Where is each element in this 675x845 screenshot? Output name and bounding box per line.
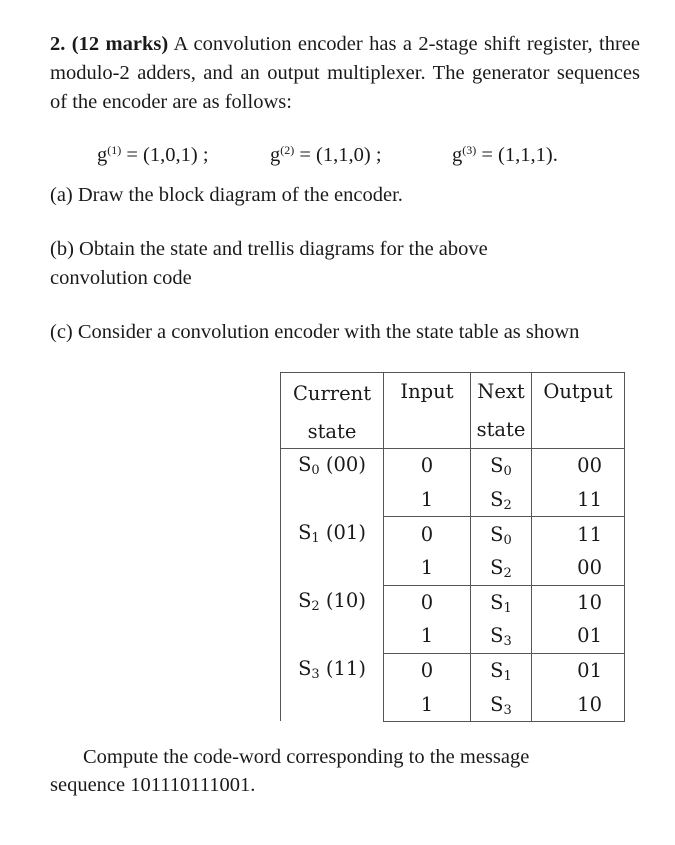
header-input-2 <box>384 411 471 449</box>
current-state-cell: $S_1$ (01) <box>281 517 384 585</box>
input-cell: 1 <box>384 551 471 585</box>
header-current: Current <box>281 373 384 411</box>
generator-g1: $g^{(1)} = (1,0,1)$ ; <box>97 143 209 166</box>
header-output-2 <box>532 411 625 449</box>
table-header-row <box>281 373 625 411</box>
header-next: Next <box>471 373 532 411</box>
header-output: Output <box>532 373 625 411</box>
table-row <box>281 653 625 687</box>
input-cell: 0 <box>384 653 471 687</box>
header-input: Input <box>384 373 471 411</box>
next-state-cell: $S_1$ <box>471 585 532 619</box>
table-row <box>281 449 625 483</box>
header-current-2: state <box>281 411 384 449</box>
input-cell: 0 <box>384 449 471 483</box>
part-a: (a) Draw the block diagram of the encoder. <box>50 184 403 206</box>
next-state-cell: $S_0$ <box>471 449 532 483</box>
input-cell: 1 <box>384 687 471 721</box>
input-cell: 1 <box>384 483 471 517</box>
part-b: (b) Obtain the state and trellis diagrams for the above convolution code <box>50 238 488 289</box>
table-row <box>281 517 625 551</box>
compute-line-1: Compute the code-word corresponding to the message <box>83 746 530 768</box>
current-state-cell: $S_0$ (00) <box>281 449 384 517</box>
question-intro <box>50 30 640 117</box>
part-c: (c) Consider a convolution encoder with the state table as shown <box>50 321 580 343</box>
question-text: A convolution encoder has a 2-stage shift register, three modulo-2 adders, and an output multiplexer. The generator sequences of the encoder are as follows: <box>50 33 640 113</box>
state-table <box>280 372 625 722</box>
table-header-row-2 <box>281 411 625 449</box>
output-cell: 00 <box>532 551 625 585</box>
output-cell: 10 <box>532 687 625 721</box>
current-state-cell: $S_3$ (11) <box>281 653 384 721</box>
next-state-cell: $S_2$ <box>471 483 532 517</box>
next-state-cell: $S_3$ <box>471 619 532 653</box>
output-cell: 00 <box>532 449 625 483</box>
input-cell: 1 <box>384 619 471 653</box>
question-number: 2. (12 marks) <box>50 33 169 55</box>
generator-g2: $g^{(2)} = (1,1,0)$ ; <box>270 143 382 166</box>
output-cell: 11 <box>532 517 625 551</box>
output-cell: 01 <box>532 653 625 687</box>
input-cell: 0 <box>384 585 471 619</box>
output-cell: 01 <box>532 619 625 653</box>
next-state-cell: $S_1$ <box>471 653 532 687</box>
generator-g3: $g^{(3)} = (1,1,1)$. <box>452 143 558 166</box>
next-state-cell: $S_0$ <box>471 517 532 551</box>
next-state-cell: $S_2$ <box>471 551 532 585</box>
output-cell: 10 <box>532 585 625 619</box>
compute-line-2: sequence 101110111001. <box>50 774 256 796</box>
input-cell: 0 <box>384 517 471 551</box>
next-state-cell: $S_3$ <box>471 687 532 721</box>
table-row <box>281 585 625 619</box>
current-state-cell: $S_2$ (10) <box>281 585 384 653</box>
output-cell: 11 <box>532 483 625 517</box>
header-next-2: state <box>471 411 532 449</box>
